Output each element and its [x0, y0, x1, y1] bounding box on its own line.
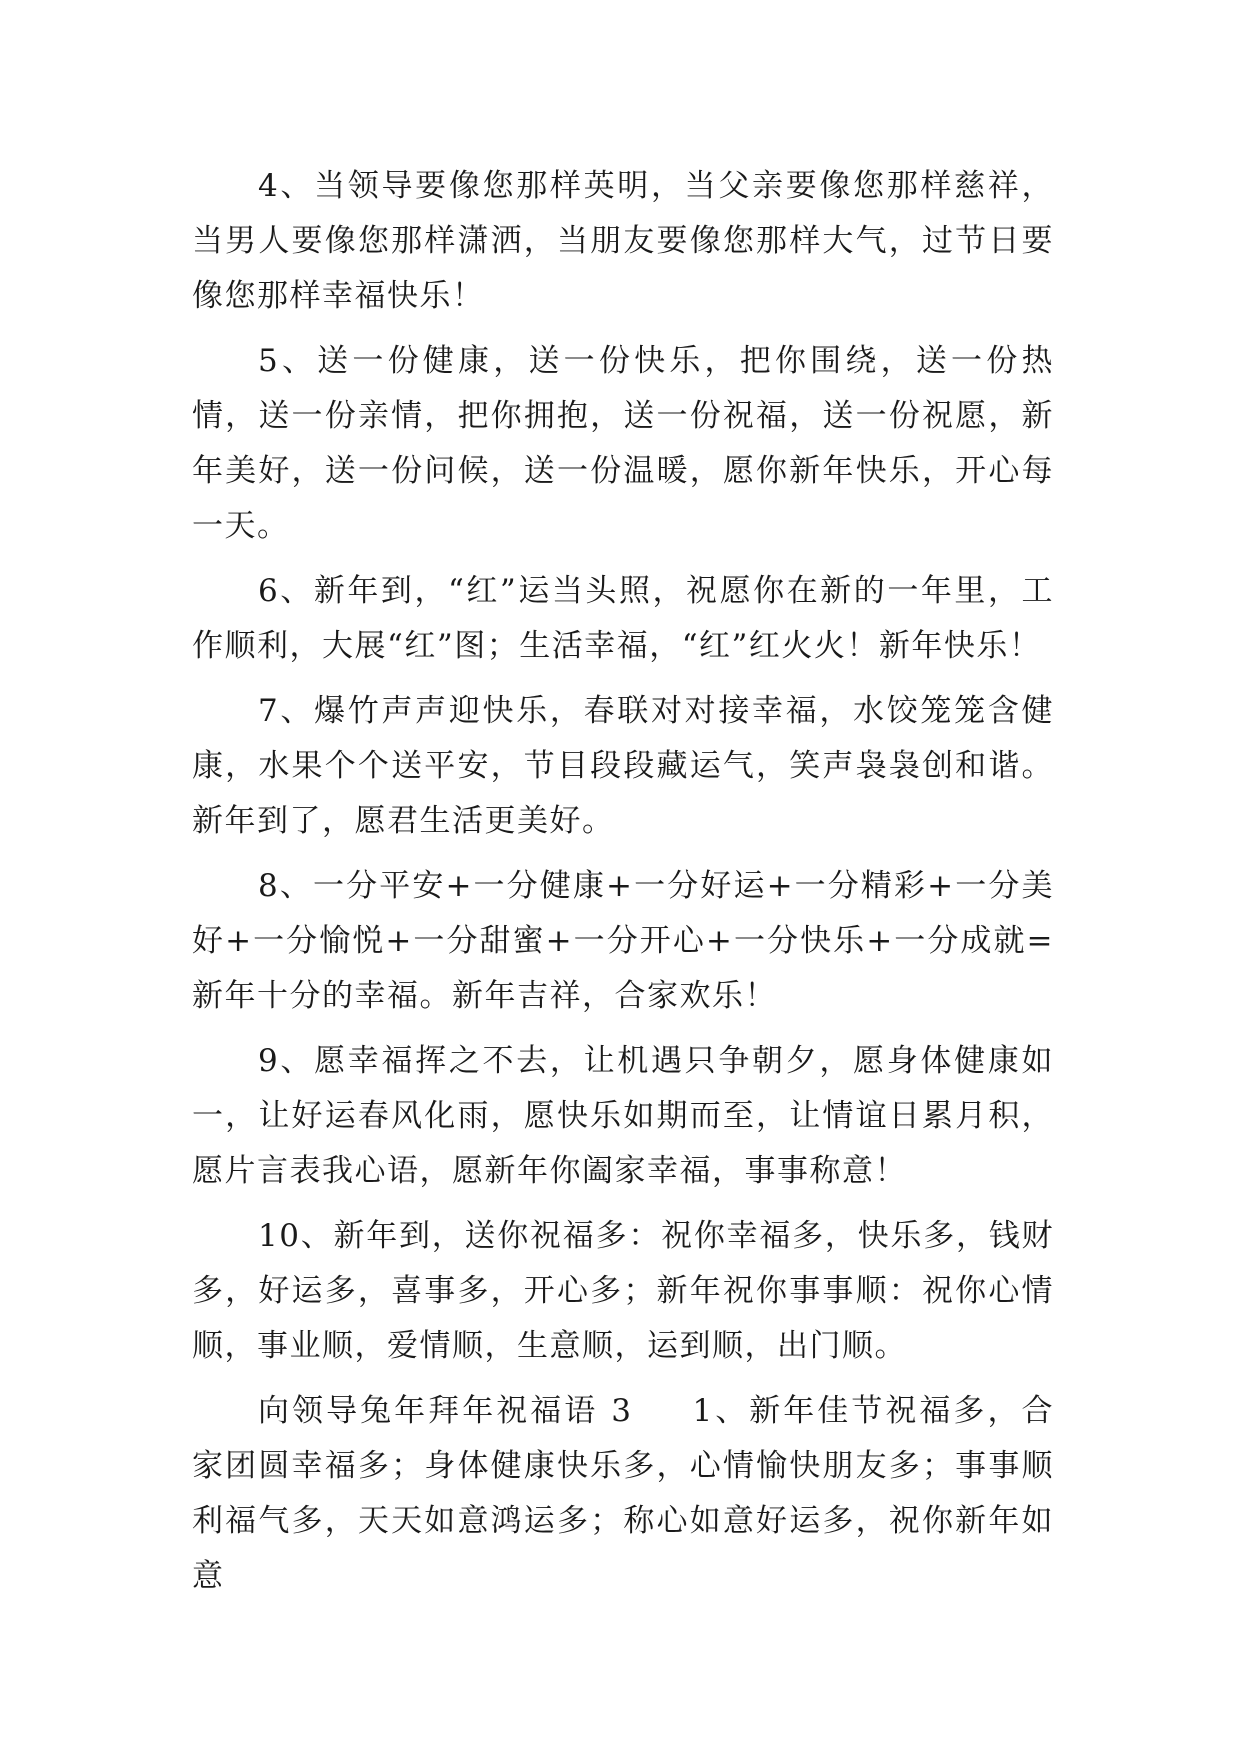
paragraph-10: 10、新年到，送你祝福多：祝你幸福多，快乐多，钱财多，好运多，喜事多，开心多；新年祝你事事顺：祝你心情顺，事业顺，爱情顺，生意顺，运到顺，出门顺。 [192, 1218, 1054, 1364]
paragraph-8: 8、一分平安+一分健康+一分好运+一分精彩+一分美好+一分愉悦+一分甜蜜+一分开心+一分快乐+一分成就=新年十分的幸福。新年吉祥，合家欢乐！ [192, 868, 1054, 1014]
section-heading: 向领导兔年拜年祝福语 3 [258, 1393, 633, 1429]
section-paragraph [192, 1384, 1054, 1604]
paragraph-6: 6、新年到，“红”运当头照，祝愿你在新的一年里，工作顺利，大展“红”图；生活幸福，“红”红火火！新年快乐！ [192, 573, 1054, 664]
paragraph-4: 4、当领导要像您那样英明，当父亲要像您那样慈祥，当男人要像您那样潇洒，当朋友要像您那样大气，过节日要像您那样幸福快乐！ [192, 168, 1054, 314]
paragraph-5: 5、送一份健康，送一份快乐，把你围绕，送一份热情，送一份亲情，把你拥抱，送一份祝福，送一份祝愿，新年美好，送一份问候，送一份温暖，愿你新年快乐，开心每一天。 [192, 343, 1054, 544]
section-text: 1、新年佳节祝福多，合家团圆幸福多；身体健康快乐多，心情愉快朋友多；事事顺利福气多，天天如意鸿运多；称心如意好运多，祝你新年如意 [192, 1393, 1054, 1594]
paragraph-7: 7、爆竹声声迎快乐，春联对对接幸福，水饺笼笼含健康，水果个个送平安，节目段段藏运气，笑声袅袅创和谐。新年到了，愿君生活更美好。 [192, 693, 1054, 839]
paragraph-9: 9、愿幸福挥之不去，让机遇只争朝夕，愿身体健康如一，让好运春风化雨，愿快乐如期而至，让情谊日累月积，愿片言表我心语，愿新年你阖家幸福，事事称意！ [192, 1043, 1054, 1189]
document-body [192, 159, 1054, 1604]
